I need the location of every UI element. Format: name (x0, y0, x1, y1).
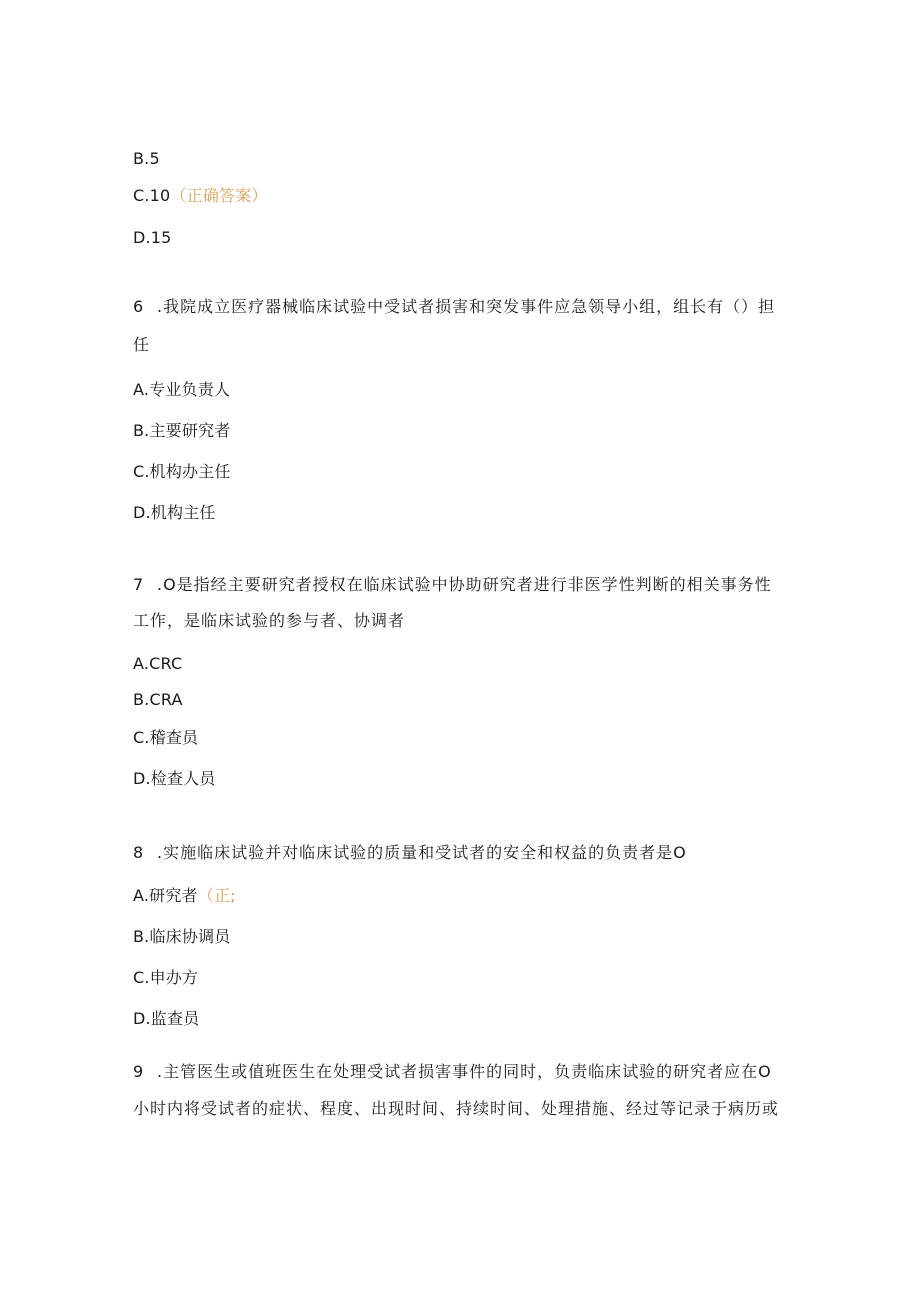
q9-stem-1: .主管医生或值班医生在处理受试者损害事件的同时，负责临床试验的研究者应在O (157, 1062, 772, 1081)
q6-text-line1 (133, 296, 775, 318)
q8-option-d: D.监查员 (133, 1009, 200, 1028)
q7-number: 7 (133, 575, 145, 594)
q5-option-b: B.5 (133, 149, 160, 168)
q6-option-d: D.机构主任 (133, 503, 216, 522)
q7-option-c: C.稽查员 (133, 728, 199, 747)
q9-number: 9 (133, 1062, 145, 1081)
q7-text-line1 (133, 574, 772, 596)
q8-stem-1: .实施临床试验并对临床试验的质量和受试者的安全和权益的负责者是O (157, 843, 687, 862)
q9-text-line2: 小时内将受试者的症状、程度、出现时间、持续时间、处理措施、经过等记录于病历或 (133, 1099, 780, 1118)
q6-option-b: B.主要研究者 (133, 421, 231, 440)
correct-answer-mark: （正确答案） (170, 186, 268, 205)
q7-text-line2: 工作，是临床试验的参与者、协调者 (133, 611, 406, 630)
q5-option-c (133, 185, 268, 207)
q7-option-d: D.检查人员 (133, 769, 216, 788)
q7-option-b: B.CRA (133, 690, 183, 709)
q6-option-a: A.专业负责人 (133, 380, 231, 399)
q6-stem-1: .我院成立医疗器械临床试验中受试者损害和突发事件应急领导小组，组长有（）担 (157, 297, 776, 316)
q6-text-line2: 任 (133, 335, 151, 354)
q8-option-c: C.申办方 (133, 968, 199, 987)
q5-option-d: D.15 (133, 228, 172, 247)
q8-option-a (133, 885, 236, 907)
q8-text-line1 (133, 842, 687, 864)
q5-option-c-text: C.10 (133, 186, 171, 205)
q8-option-b: B.临床协调员 (133, 927, 231, 946)
q6-option-c: C.机构办主任 (133, 462, 231, 481)
correct-answer-mark: （正; (197, 886, 236, 905)
q7-stem-1: .O是指经主要研究者授权在临床试验中协助研究者进行非医学性判断的相关事务性 (157, 575, 772, 594)
q9-text-line1 (133, 1061, 772, 1083)
q6-number: 6 (133, 297, 145, 316)
q7-option-a: A.CRC (133, 654, 183, 673)
q8-number: 8 (133, 843, 145, 862)
q8-option-a-text: A.研究者 (133, 886, 198, 905)
